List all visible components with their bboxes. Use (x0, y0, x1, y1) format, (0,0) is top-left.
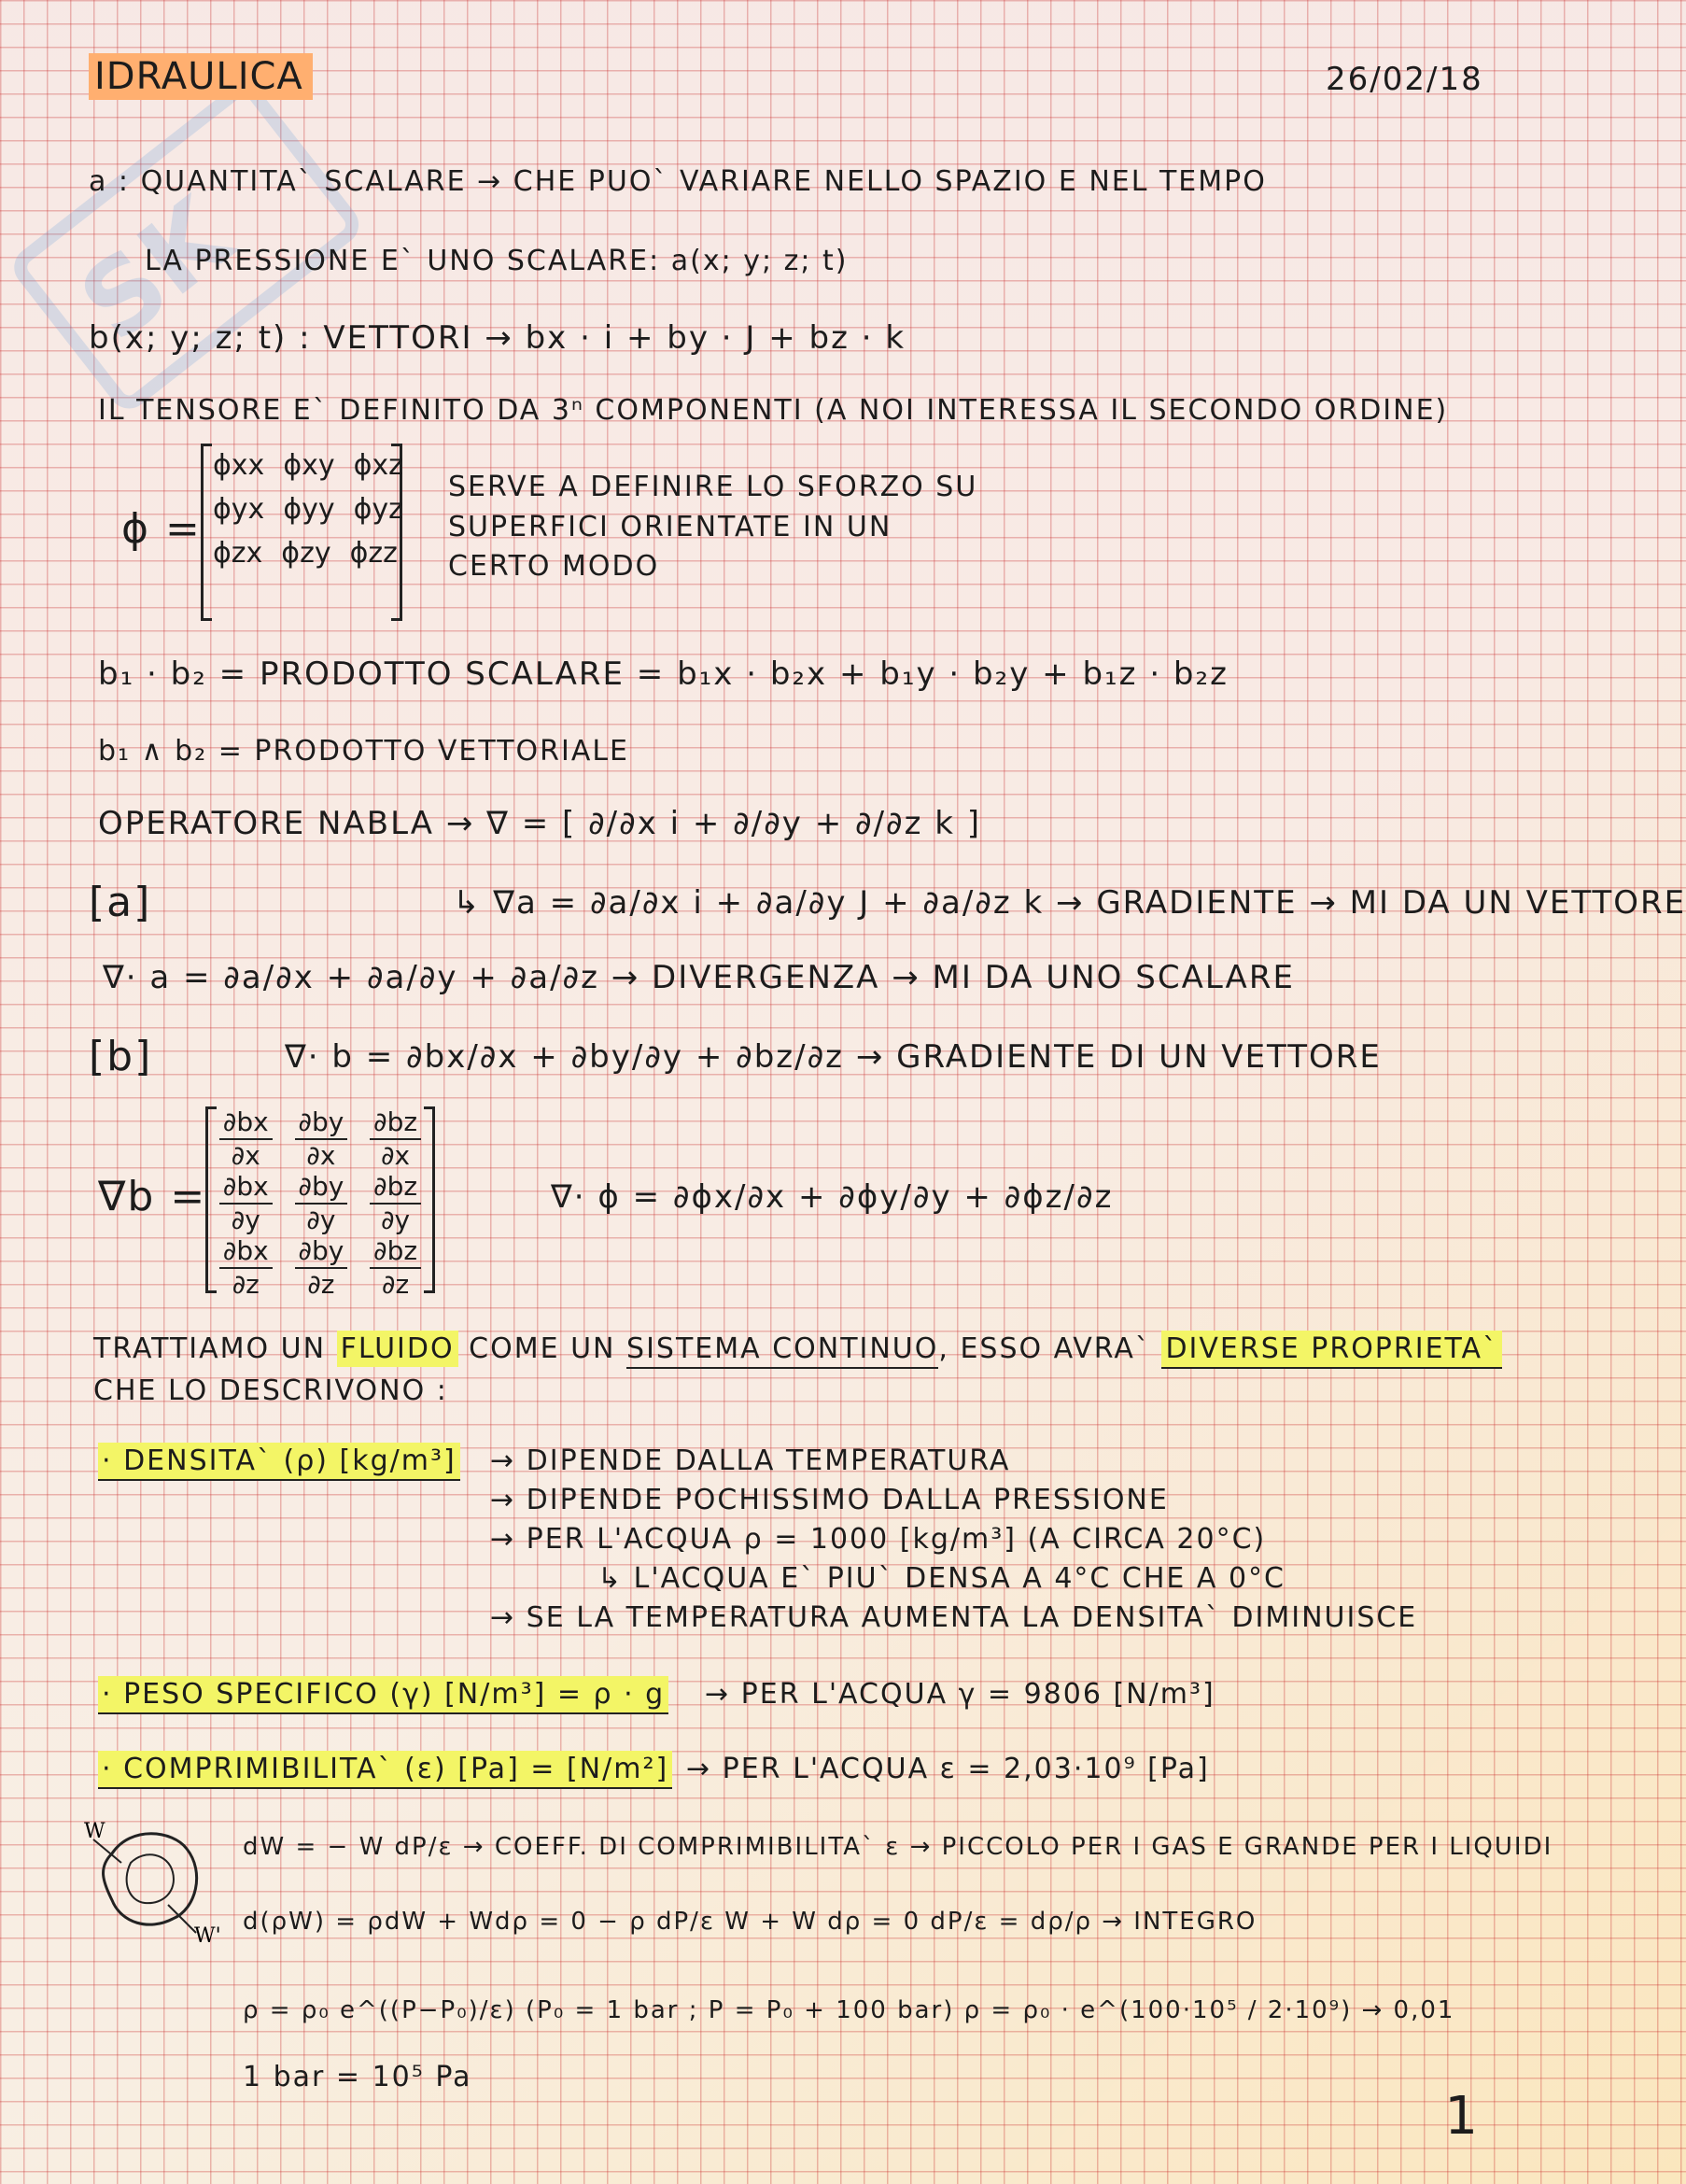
density-note-4: ↳ L'ACQUA E` PIU` DENSA A 4°C CHE A 0°C (597, 1562, 1286, 1595)
line-vectors: b(x; y; z; t) : VETTORI → bx · i + by · J + bz · k (89, 319, 906, 357)
grad-matrix-cell: $\frac{\partial by}{\partial y}$ (295, 1171, 348, 1235)
grad-matrix-row (208, 1106, 432, 1171)
phi-matrix-cell: ϕxy (283, 449, 335, 482)
tensor-note-3: CERTO MODO (448, 550, 660, 583)
label-a: [a] (89, 879, 152, 926)
phi-matrix-row (204, 487, 403, 531)
specific-weight-note: → PER L'ACQUA γ = 9806 [N/m³] (705, 1678, 1215, 1711)
page-number: 1 (1444, 2086, 1478, 2147)
line-vector-gradient: ∇· b = ∂bx/∂x + ∂by/∂y + ∂bz/∂z → GRADIENTE DI UN VETTORE (285, 1038, 1382, 1076)
page-date: 26/02/18 (1326, 61, 1483, 98)
grad-matrix-row (208, 1235, 432, 1300)
grad-b-label: ∇b = (98, 1173, 207, 1220)
phi-matrix-cell: ϕzy (281, 537, 331, 570)
volume-sketch (84, 1820, 224, 1948)
line-divergence: ∇· a = ∂a/∂x + ∂a/∂y + ∂a/∂z → DIVERGENZA → MI DA UNO SCALARE (103, 959, 1295, 996)
underline-sistema-continuo: SISTEMA CONTINUO (626, 1332, 938, 1369)
compressibility-note: → PER L'ACQUA ε = 2,03·10⁹ [Pa] (686, 1753, 1210, 1785)
sketch-label-w1: W' (194, 1924, 221, 1948)
phi-matrix-cell: ϕzx (213, 537, 263, 570)
line-tensor: IL TENSORE E` DEFINITO DA 3ⁿ COMPONENTI (A NOI INTERESSA IL SECONDO ORDINE) (98, 394, 1449, 427)
prop-density: · DENSITA` (ρ) [kg/m³] (98, 1447, 460, 1475)
grad-matrix-cell: $\frac{\partial by}{\partial z}$ (295, 1235, 348, 1300)
grad-matrix-row (208, 1171, 432, 1235)
line-vector-product: b₁ ∧ b₂ = PRODOTTO VETTORIALE (98, 735, 630, 768)
grad-matrix-cell: $\frac{\partial bx}{\partial x}$ (219, 1106, 273, 1171)
line-tensor-divergence: ∇· ϕ = ∂ϕx/∂x + ∂ϕy/∂y + ∂ϕz/∂z (551, 1178, 1114, 1216)
grad-matrix-cell: $\frac{\partial bx}{\partial y}$ (219, 1171, 273, 1235)
density-note-2: → DIPENDE POCHISSIMO DALLA PRESSIONE (490, 1484, 1169, 1516)
prop-compressibility: · COMPRIMIBILITA` (ε) [Pa] = [N/m²] (98, 1755, 672, 1783)
phi-matrix-cell: ϕxz (353, 449, 403, 482)
phi-matrix-row (204, 444, 403, 487)
highlight-fluido: FLUIDO (337, 1331, 458, 1367)
phi-matrix-cell: ϕxx (213, 449, 265, 482)
label-b: [b] (89, 1033, 153, 1080)
line-fluid-intro-2: CHE LO DESCRIVONO : (93, 1374, 448, 1407)
phi-matrix-cell: ϕyy (283, 493, 335, 526)
line-pressure: LA PRESSIONE E` UNO SCALARE: a(x; y; z; t) (145, 245, 849, 277)
phi-matrix-cell: ϕzz (349, 537, 398, 570)
page-title: IDRAULICA (89, 58, 313, 95)
phi-matrix-cell: ϕyx (213, 493, 265, 526)
phi-matrix-cell: ϕyz (353, 493, 403, 526)
line-nabla: OPERATORE NABLA → ∇ = [ ∂/∂x i + ∂/∂y + ∂/∂z k ] (98, 805, 982, 842)
prop-specific-weight: · PESO SPECIFICO (γ) [N/m³] = ρ · g (98, 1681, 668, 1709)
density-note-3: → PER L'ACQUA ρ = 1000 [kg/m³] (A CIRCA 20°C) (490, 1523, 1267, 1556)
tensor-note-1: SERVE A DEFINIRE LO SFORZO SU (448, 471, 978, 503)
density-note-1: → DIPENDE DALLA TEMPERATURA (490, 1444, 1011, 1477)
eq-rho-exp: ρ = ρ₀ e^((P−P₀)/ε) (P₀ = 1 bar ; P = P₀ + 100 bar) ρ = ρ₀ · e^(100·10⁵ / 2·10⁹) → 0,01 (243, 1996, 1455, 2024)
grad-matrix-cell: $\frac{\partial bx}{\partial z}$ (219, 1235, 273, 1300)
grad-matrix-cell: $\frac{\partial bz}{\partial z}$ (370, 1235, 421, 1300)
watermark-logo: SK (6, 45, 423, 440)
eq-bar: 1 bar = 10⁵ Pa (243, 2061, 472, 2093)
grad-matrix-cell: $\frac{\partial bz}{\partial y}$ (370, 1171, 421, 1235)
line-scalar: a : QUANTITA` SCALARE → CHE PUO` VARIARE NELLO SPAZIO E NEL TEMPO (89, 165, 1267, 198)
eq-d-rho-w: d(ρW) = ρdW + Wdρ = 0 − ρ dP/ε W + W dρ = 0 dP/ε = dρ/ρ → INTEGRO (243, 1908, 1257, 1936)
tensor-note-2: SUPERFICI ORIENTATE IN UN (448, 511, 892, 543)
highlight-proprieta: DIVERSE PROPRIETA` (1161, 1331, 1502, 1369)
grad-b-matrix (205, 1106, 435, 1300)
phi-tensor-matrix (201, 444, 402, 621)
eq-dw: dW = − W dP/ε → COEFF. DI COMPRIMIBILITA` ε → PICCOLO PER I GAS E GRANDE PER I LIQUIDI (243, 1833, 1553, 1861)
line-gradient: ↳ ∇a = ∂a/∂x i + ∂a/∂y J + ∂a/∂z k → GRADIENTE → MI DA UN VETTORE (453, 884, 1686, 922)
grad-matrix-cell: $\frac{\partial bz}{\partial x}$ (370, 1106, 421, 1171)
sketch-label-w: W (84, 1820, 105, 1843)
grad-matrix-cell: $\frac{\partial by}{\partial x}$ (295, 1106, 348, 1171)
density-note-5: → SE LA TEMPERATURA AUMENTA LA DENSITA` DIMINUISCE (490, 1601, 1418, 1634)
phi-matrix-row (204, 531, 400, 575)
line-fluid-intro: TRATTIAMO UN FLUIDO COME UN SISTEMA CONTINUO, ESSO AVRA` DIVERSE PROPRIETA` (93, 1335, 1502, 1363)
line-scalar-product: b₁ · b₂ = PRODOTTO SCALARE = b₁x · b₂x + b₁y · b₂y + b₁z · b₂z (98, 655, 1229, 693)
phi-label: ϕ = (121, 505, 202, 553)
